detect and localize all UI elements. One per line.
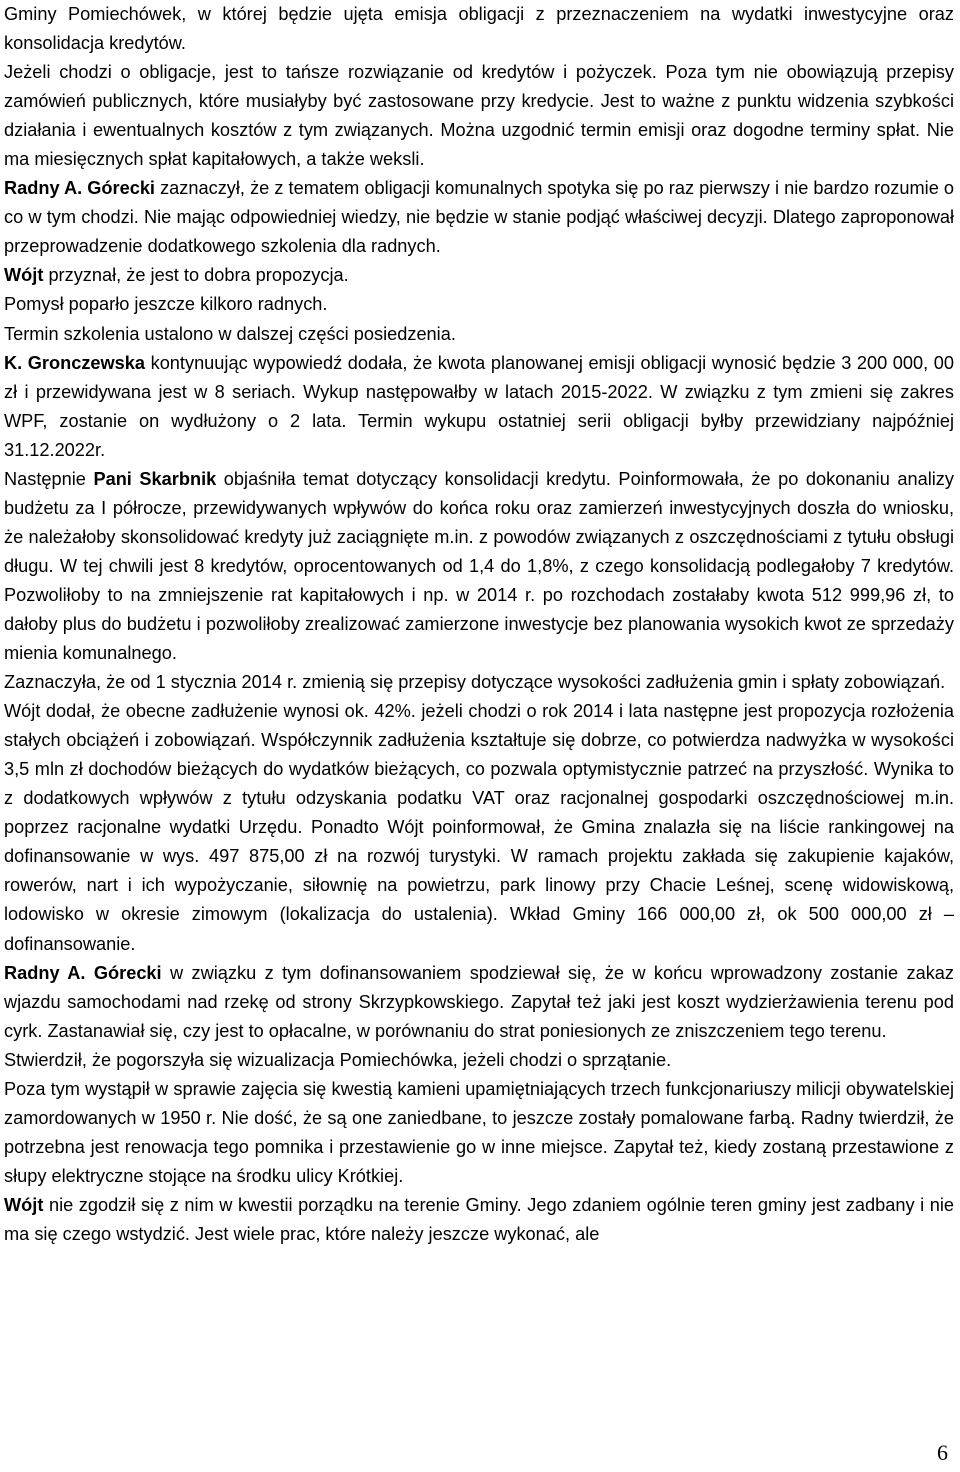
paragraph (4, 58, 954, 174)
paragraph (4, 174, 954, 261)
speaker-name: Wójt (4, 1194, 44, 1215)
paragraph (4, 668, 954, 697)
paragraph-text: Gminy Pomiechówek, w której będzie ujęta emisja obligacji z przeznaczeniem na wydatki inwestycyjne oraz konsolidacja kredytów. (4, 4, 954, 54)
document-body (4, 0, 954, 1249)
paragraph (4, 1075, 954, 1191)
speaker-name: Radny A. Górecki (4, 178, 155, 199)
paragraph-text: Stwierdził, że pogorszyła się wizualizacja Pomiechówka, jeżeli chodzi o sprzątanie. (4, 1049, 672, 1070)
paragraph-text: Poza tym wystąpił w sprawie zajęcia się kwestią kamieni upamiętniających trzech funkcjonariuszy milicji obywatelskiej zamordowanych w 1950 r. Nie dość, że są one zaniedbane, to jeszcze zostały pomalowane farbą. Radny twierdził, że potrzebna jest renowacja tego pomnika i przestawienie go w inne miejsce. Zapytał też, kiedy zostaną przestawione z słupy elektryczne stojące na środku ulicy Krótkiej. (4, 1078, 954, 1186)
paragraph-text: w związku z tym dofinansowaniem spodziewał się, że w końcu wprowadzony zostanie zakaz wjazdu samochodami nad rzekę od strony Skrzypkowskiego. Zapytał też jaki jest koszt wydzierżawienia terenu pod cyrk. Zastanawiał się, czy jest to opłacalne, w porównaniu do strat poniesionych ze zniszczeniem tego terenu. (4, 962, 955, 1041)
paragraph (4, 1191, 954, 1249)
paragraph-text: kontynuując wypowiedź dodała, że kwota planowanej emisji obligacji wynosić będzie 3 200 000, 00 zł i przewidywana jest w 8 seriach. Wykup następowałby w latach 2015-2022. W związku z tym zmieni się zakres WPF, zostanie on wydłużony o 2 lata. Termin wykupu ostatniej serii obligacji byłby przewidziany najpóźniej 31.12.2022r. (4, 352, 954, 460)
paragraph-text: Jeżeli chodzi o obligacje, jest to tańsze rozwiązanie od kredytów i pożyczek. Poza tym nie obowiązują przepisy zamówień publicznych, które musiałyby być zastosowane przy kredycie. Jest to ważne z punktu widzenia szybkości działania i ewentualnych kosztów z tym związanych. Można uzgodnić termin emisji oraz dogodne terminy spłat. Nie ma miesięcznych spłat kapitałowych, a także weksli. (4, 62, 954, 170)
paragraph-text: zaznaczył, że z tematem obligacji komunalnych spotyka się po raz pierwszy i nie bardzo rozumie o co w tym chodzi. Nie mając odpowiedniej wiedzy, nie będzie w stanie podjąć właściwej decyzji. Dlatego zaproponował przeprowadzenie dodatkowego szkolenia dla radnych. (4, 178, 954, 257)
paragraph-text: Termin szkolenia ustalono w dalszej części posiedzenia. (4, 323, 456, 344)
speaker-name: Radny A. Górecki (4, 962, 162, 983)
paragraph-text: Wójt dodał, że obecne zadłużenie wynosi ok. 42%. jeżeli chodzi o rok 2014 i lata następne jest propozycja rozłożenia stałych obciążeń i zobowiązań. Współczynnik zadłużenia kształtuje się dobrze, co potwierdza nadwyżka w wysokości 3,5 mln zł dochodów bieżących do wydatków bieżących, co pozwala optymistycznie patrzeć na przyszłość. Wynika to z dodatkowych wpływów z tytułu odzyskania podatku VAT oraz racjonalnej gospodarki oszczędnościowej m.in. poprzez racjonalne wydatki Urzędu. Ponadto Wójt poinformował, że Gmina znalazła się na liście rankingowej na dofinansowanie w wys. 497 875,00 zł na rozwój turystyki. W ramach projektu zakłada się zakupienie kajaków, rowerów, nart i ich wypożyczanie, siłownię na powietrzu, park linowy przy Chacie Leśnej, scenę widowiskową, lodowisko w okresie zimowym (lokalizacja do ustalenia). Wkład Gminy 166 000,00 zł, ok 500 000,00 zł – dofinansowanie. (4, 701, 954, 954)
paragraph (4, 465, 954, 668)
paragraph-text: objaśniła temat dotyczący konsolidacji kredytu. Poinformowała, że po dokonaniu analizy budżetu za I półrocze, przewidywanych wpływów do końca roku oraz zamierzeń inwestycyjnych doszła do wniosku, że należałoby skonsolidować kredyty już zaciągnięte m.in. z powodów związanych z oszczędnościami z tytułu obsługi długu. W tej chwili jest 8 kredytów, oprocentowanych od 1,4 do 1,8%, z czego konsolidacją podlegałoby 7 kredytów. Pozwoliłoby to na zmniejszenie rat kapitałowych i np. w 2014 r. po rozchodach zostałaby kwota 512 999,96 zł, to dałoby plus do budżetu i pozwoliłoby zrealizować zamierzone inwestycje bez planowania wysokich kwot ze sprzedaży mienia komunalnego. (4, 468, 954, 664)
paragraph (4, 0, 954, 58)
paragraph (4, 290, 954, 319)
paragraph-text: przyznał, że jest to dobra propozycja. (43, 265, 349, 286)
paragraph-text: nie zgodził się z nim w kwestii porządku na terenie Gminy. Jego zdaniem ogólnie teren gminy jest zadbany i nie ma się czego wstydzić. Jest wiele prac, które należy jeszcze wykonać, ale (4, 1194, 954, 1244)
paragraph (4, 261, 954, 290)
speaker-name: Wójt (4, 265, 44, 286)
document-page (4, 0, 954, 1472)
paragraph (4, 349, 954, 465)
paragraph-text: Pomysł poparło jeszcze kilkoro radnych. (4, 294, 328, 315)
paragraph-text: Zaznaczyła, że od 1 stycznia 2014 r. zmienią się przepisy dotyczące wysokości zadłużenia gmin i spłaty zobowiązań. (4, 672, 946, 693)
paragraph (4, 1046, 954, 1075)
paragraph (4, 959, 954, 1046)
page-number: 6 (937, 1440, 948, 1465)
paragraph-text: Następnie (4, 468, 94, 489)
paragraph (4, 320, 954, 349)
paragraph (4, 697, 954, 958)
speaker-name: Pani Skarbnik (93, 468, 217, 489)
speaker-name: K. Gronczewska (4, 352, 146, 373)
